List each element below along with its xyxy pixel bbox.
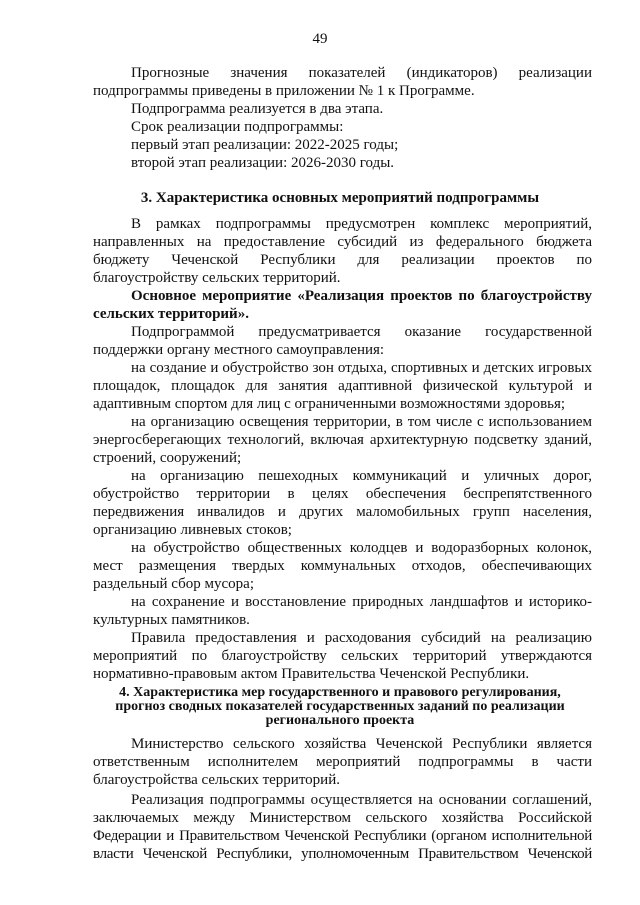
paragraph-line: мест размещения твердых коммунальных отходов, обеспечивающих — [93, 558, 592, 574]
paragraph-line: на сохранение и восстановление природных ландшафтов и историко- — [131, 594, 592, 610]
paragraph-line: обустройство территории в целях обеспечения беспрепятственного — [93, 486, 592, 502]
main-activity-heading: Основное мероприятие «Реализация проектов по благоустройству — [131, 288, 592, 304]
paragraph-line: заключаемых между Министерством сельского хозяйства Российской — [93, 810, 592, 826]
paragraph-line: мероприятий по благоустройству сельских территорий утверждаются — [93, 648, 592, 664]
paragraph-line: направленных на предоставление субсидий из федерального бюджета — [93, 234, 592, 250]
section-heading-3: 3. Характеристика основных мероприятий подпрограммы — [140, 190, 540, 206]
paragraph-line: культурных памятников. — [93, 612, 250, 628]
paragraph-line: энергосберегающих технологий, включая архитектурную подсветку зданий, — [93, 432, 592, 448]
section-heading-4: прогноз сводных показателей государственных заданий по реализации — [115, 699, 565, 714]
section-heading-4: 4. Характеристика мер государственного и правового регулирования, — [119, 685, 561, 700]
paragraph-line: на организацию освещения территории, в том числе с использованием — [131, 414, 592, 430]
paragraph-line: ответственным исполнителем мероприятий подпрограммы в части — [93, 754, 592, 770]
page-number: 49 — [312, 31, 328, 47]
paragraph-line: бюджету Чеченской Республики для реализации проектов по — [93, 252, 592, 268]
paragraph-line: организацию ливневых стоков; — [93, 522, 292, 538]
paragraph-line: Подпрограммой предусматривается оказание государственной — [131, 324, 592, 340]
paragraph-line: строений, сооружений; — [93, 450, 242, 466]
paragraph-line: Прогнозные значения показателей (индикаторов) реализации — [131, 65, 592, 81]
paragraph-line: на организацию пешеходных коммуникаций и уличных дорог, — [131, 468, 592, 484]
paragraph-line: подпрограммы приведены в приложении № 1 к Программе. — [93, 83, 475, 99]
paragraph-line: на обустройство общественных колодцев и водоразборных колонок, — [131, 540, 592, 556]
paragraph-line: поддержки органу местного самоуправления: — [93, 342, 385, 358]
paragraph-line: Реализация подпрограммы осуществляется на основании соглашений, — [131, 792, 592, 808]
paragraph-line: благоустройства сельских территорий. — [93, 772, 340, 788]
paragraph-line: адаптивным спортом для лиц с ограниченными возможностями здоровья; — [93, 396, 566, 412]
paragraph-line: В рамках подпрограммы предусмотрен комплекс мероприятий, — [131, 216, 592, 232]
paragraph-line: Срок реализации подпрограммы: — [131, 119, 344, 135]
paragraph-line: Правила предоставления и расходования субсидий на реализацию — [131, 630, 592, 646]
paragraph-line: Министерство сельского хозяйства Чеченской Республики является — [131, 736, 592, 752]
paragraph-line: на создание и обустройство зон отдыха, спортивных и детских игровых — [131, 360, 592, 376]
paragraph-line: Подпрограмма реализуется в два этапа. — [131, 101, 384, 117]
paragraph-line: первый этап реализации: 2022-2025 годы; — [131, 137, 399, 153]
paragraph-line: нормативно-правовым актом Правительства Чеченской Республики. — [93, 666, 530, 682]
paragraph-line: второй этап реализации: 2026-2030 годы. — [131, 155, 395, 171]
paragraph-line: площадок, площадок для занятия адаптивной физической культурой и — [93, 378, 592, 394]
paragraph-line: передвижения инвалидов и других маломобильных групп населения, — [93, 504, 592, 520]
paragraph-line: Федерации и Правительством Чеченской Республики (органом исполнительной — [93, 828, 592, 844]
paragraph-line: благоустройству сельских территорий. — [93, 270, 341, 286]
section-heading-4: регионального проекта — [265, 713, 415, 728]
main-activity-heading: сельских территорий». — [93, 306, 249, 322]
paragraph-line: власти Чеченской Республики, уполномоченным Правительством Чеченской — [93, 846, 592, 862]
paragraph-line: раздельный сбор мусора; — [93, 576, 255, 592]
